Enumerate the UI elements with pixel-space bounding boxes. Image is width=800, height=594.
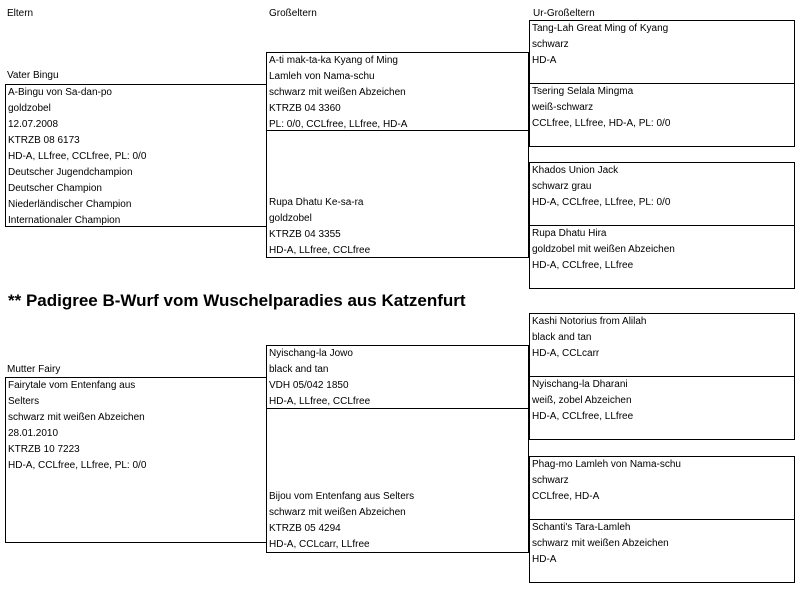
ff-dam-health: CCLfree, LLfree, HD-A, PL: 0/0 [532, 118, 671, 129]
mm-sire-health: CCLfree, HD-A [532, 491, 600, 502]
mf-dam-name: Nyischang-la Dharani [532, 379, 628, 390]
mother-name: Fairytale vom Entenfang aus [8, 380, 136, 391]
page-title: ** Padigree B-Wurf vom Wuschelparadies aus Katzenfurt [8, 291, 466, 310]
father-health: HD-A, LLfree, CCLfree, PL: 0/0 [8, 151, 147, 162]
mother-dam-color: schwarz mit weißen Abzeichen [269, 507, 406, 518]
father-sire-health: PL: 0/0, CCLfree, LLfree, HD-A [269, 119, 408, 130]
mm-dam-name: Schanti's Tara-Lamleh [532, 522, 631, 533]
father-sire-color: schwarz mit weißen Abzeichen [269, 87, 406, 98]
mother-label: Mutter Fairy [7, 364, 61, 375]
ff-sire-color: schwarz [532, 39, 569, 50]
header-parents: Eltern [7, 8, 34, 19]
ff-dam-color: weiß-schwarz [532, 102, 594, 113]
fm-sire-box [529, 162, 795, 226]
mother-dam-box [266, 408, 529, 553]
father-dam-health: HD-A, LLfree, CCLfree [269, 245, 371, 256]
fm-sire-color: schwarz grau [532, 181, 592, 192]
mother-sire-color: black and tan [269, 364, 329, 375]
father-sire-name: A-ti mak-ta-ka Kyang of Ming [269, 55, 398, 66]
father-sire-kennel: Lamleh von Nama-schu [269, 71, 375, 82]
father-dam-name: Rupa Dhatu Ke-sa-ra [269, 197, 364, 208]
mother-sire-name: Nyischang-la Jowo [269, 348, 353, 359]
ff-sire-name: Tang-Lah Great Ming of Kyang [532, 23, 669, 34]
mf-sire-color: black and tan [532, 332, 592, 343]
father-dam-registry: KTRZB 04 3355 [269, 229, 341, 240]
father-box [5, 84, 267, 227]
father-dam-color: goldzobel [269, 213, 312, 224]
mother-dam-name: Bijou vom Entenfang aus Selters [269, 491, 415, 502]
mother-sire-health: HD-A, LLfree, CCLfree [269, 396, 371, 407]
mm-sire-color: schwarz [532, 475, 569, 486]
fm-sire-health: HD-A, CCLfree, LLfree, PL: 0/0 [532, 197, 671, 208]
mother-color: schwarz mit weißen Abzeichen [8, 412, 145, 423]
mm-dam-health: HD-A [532, 554, 557, 565]
ff-dam-box [529, 83, 795, 147]
fm-dam-health: HD-A, CCLfree, LLfree [532, 260, 634, 271]
mf-dam-box [529, 376, 795, 440]
mother-box [5, 377, 267, 543]
mm-dam-color: schwarz mit weißen Abzeichen [532, 538, 669, 549]
mother-health: HD-A, CCLfree, LLfree, PL: 0/0 [8, 460, 147, 471]
mm-sire-name: Phag-mo Lamleh von Nama-schu [532, 459, 681, 470]
father-title-1: Deutscher Jugendchampion [8, 167, 133, 178]
father-title-3: Niederländischer Champion [8, 199, 132, 210]
mother-name-cont: Selters [8, 396, 40, 407]
father-label: Vater Bingu [7, 70, 59, 81]
mf-sire-health: HD-A, CCLcarr [532, 348, 600, 359]
mother-dam-registry: KTRZB 05 4294 [269, 523, 341, 534]
mm-sire-box [529, 456, 795, 520]
mother-sire-box [266, 345, 529, 409]
mother-dam-health: HD-A, CCLcarr, LLfree [269, 539, 370, 550]
father-dam-box [266, 130, 529, 258]
fm-dam-box [529, 225, 795, 289]
father-birthdate: 12.07.2008 [8, 119, 59, 130]
fm-dam-color: goldzobel mit weißen Abzeichen [532, 244, 675, 255]
mf-dam-health: HD-A, CCLfree, LLfree [532, 411, 634, 422]
mother-registry: KTRZB 10 7223 [8, 444, 80, 455]
father-name: A-Bingu von Sa-dan-po [8, 87, 112, 98]
header-great-grandparents: Ur-Großeltern [533, 8, 595, 19]
mf-sire-name: Kashi Notorius from Alilah [532, 316, 647, 327]
ff-sire-box [529, 20, 795, 84]
father-registry: KTRZB 08 6173 [8, 135, 80, 146]
father-sire-registry: KTRZB 04 3360 [269, 103, 341, 114]
mf-dam-color: weiß, zobel Abzeichen [532, 395, 632, 406]
fm-sire-name: Khados Union Jack [532, 165, 619, 176]
father-color: goldzobel [8, 103, 51, 114]
header-grandparents: Großeltern [269, 8, 317, 19]
mother-birthdate: 28.01.2010 [8, 428, 59, 439]
father-title-4: Internationaler Champion [8, 215, 121, 226]
father-sire-box [266, 52, 529, 131]
father-title-2: Deutscher Champion [8, 183, 102, 194]
ff-sire-health: HD-A [532, 55, 557, 66]
mf-sire-box [529, 313, 795, 377]
mother-sire-registry: VDH 05/042 1850 [269, 380, 349, 391]
fm-dam-name: Rupa Dhatu Hira [532, 228, 607, 239]
mm-dam-box [529, 519, 795, 583]
ff-dam-name: Tsering Selala Mingma [532, 86, 634, 97]
